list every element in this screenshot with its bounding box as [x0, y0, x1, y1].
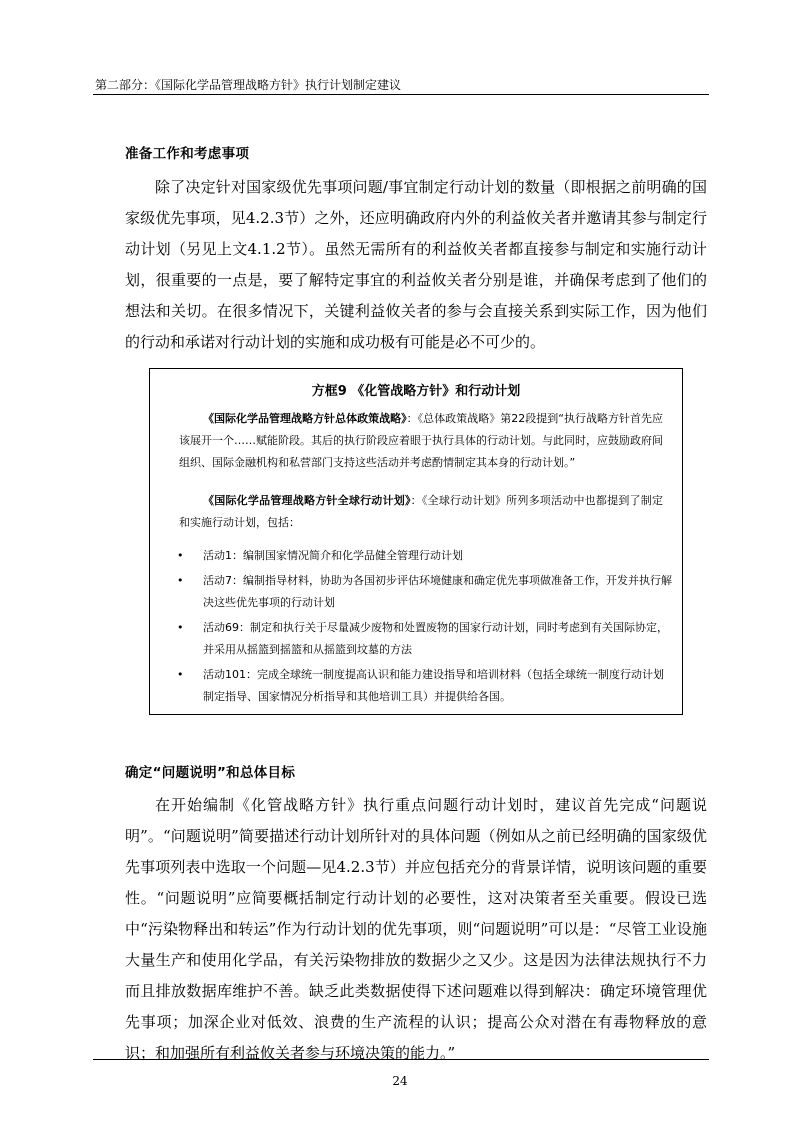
- box-paragraph-text: ：《总体政策战略》第22段提到“执行战略方针首先应该展开一个……赋能阶段。其后的执行阶段应着眼于执行具体的行动计划。与此同时，应鼓励政府间组织、国际金融机构和私营部门支持这些活动并考虑酌情制定其本身的行动计划。”: [179, 412, 663, 469]
- list-item-text: 活动101：完成全球统一制度提高认识和能力建设指导和培训材料（包括全球统一制度行动计划制定指导、国家情况分析指导和其他培训工具）并提供给各国。: [203, 668, 664, 703]
- list-item: [150, 545, 673, 567]
- bullet: •: [177, 549, 184, 562]
- list-item: [150, 664, 673, 708]
- list-item-text: 活动1：编制国家情况简介和化学品健全管理行动计划: [203, 549, 463, 562]
- box-paragraph-text: ：《全球行动计划》所列多项活动中也都提到了制定和实施行动计划，包括：: [179, 494, 663, 529]
- list-item: [150, 617, 673, 661]
- bullet: •: [177, 574, 184, 587]
- list-item-text: 活动69：制定和执行关于尽量减少废物和处置废物的国家行动计划，同时考虑到有关国际协定，并采用从摇篮到摇篮和从摇篮到坟墓的方法: [203, 621, 668, 656]
- section-heading-preparation: 准备工作和考虑事项: [125, 146, 250, 162]
- box-paragraph-bold-lead: 《国际化学品管理战略方针全球行动计划》: [203, 494, 411, 507]
- box-paragraph-global-plan: [179, 490, 663, 534]
- bullet: •: [177, 621, 184, 634]
- footer-rule: [93, 1059, 709, 1060]
- list-item-text: 活动7：编制指导材料，协助为各国初步评估环境健康和确定优先事项做准备工作，开发并执行解决这些优先事项的行动计划: [203, 574, 672, 609]
- box-paragraph-overarching-policy: [179, 408, 663, 474]
- list-item: [150, 570, 673, 614]
- body-paragraph-problem-statement: 在开始编制《化管战略方针》执行重点问题行动计划时，建议首先完成“问题说明”。“问题说明”简要描述行动计划所针对的具体问题（例如从之前已经明确的国家级优先事项列表中选取一个问题—见4.2.3节）并应包括充分的背景详情，说明该问题的重要性。“问题说明”应简要概括制定行动计划的必要性，这对决策者至关重要。假设已选中“污染物释出和转运”作为行动计划的优先事项，则“问题说明”可以是：“尽管工业设施大量生产和使用化学品，有关污染物排放的数据少之又少。这是因为法律法规执行不力而且排放数据库维护不善。缺乏此类数据使得下述问题难以得到解决：确定环境管理优先事项；加深企业对低效、浪费的生产流程的认识；提高公众对潜在有毒物释放的意识；和加强所有利益攸关者参与环境决策的能力。”: [125, 796, 707, 1062]
- info-box-9: [149, 368, 683, 715]
- activity-list: [150, 545, 684, 711]
- running-header: 第二部分：《国际化学品管理战略方针》执行计划制定建议: [95, 78, 402, 92]
- bullet: •: [177, 668, 184, 681]
- box-paragraph-bold-lead: 《国际化学品管理战略方针总体政策战略》: [203, 412, 407, 425]
- section-heading-problem-statement: 确定“问题说明”和总体目标: [125, 765, 296, 781]
- header-rule: [93, 94, 709, 95]
- page-number: 24: [392, 1074, 408, 1088]
- box-title: 方框9 《化管战略方针》和行动计划: [311, 384, 521, 399]
- body-paragraph-preparation: 除了决定针对国家级优先事项问题/事宜制定行动计划的数量（即根据之前明确的国家级优先事项，见4.2.3节）之外，还应明确政府内外的利益攸关者并邀请其参与制定行动计划（另见上文4.1.2节）。虽然无需所有的利益攸关者都直接参与制定和实施行动计划，很重要的一点是，要了解特定事宜的利益攸关者分别是谁，并确保考虑到了他们的想法和关切。在很多情况下，关键利益攸关者的参与会直接关系到实际工作，因为他们的行动和承诺对行动计划的实施和成功极有可能是必不可少的。: [125, 178, 707, 351]
